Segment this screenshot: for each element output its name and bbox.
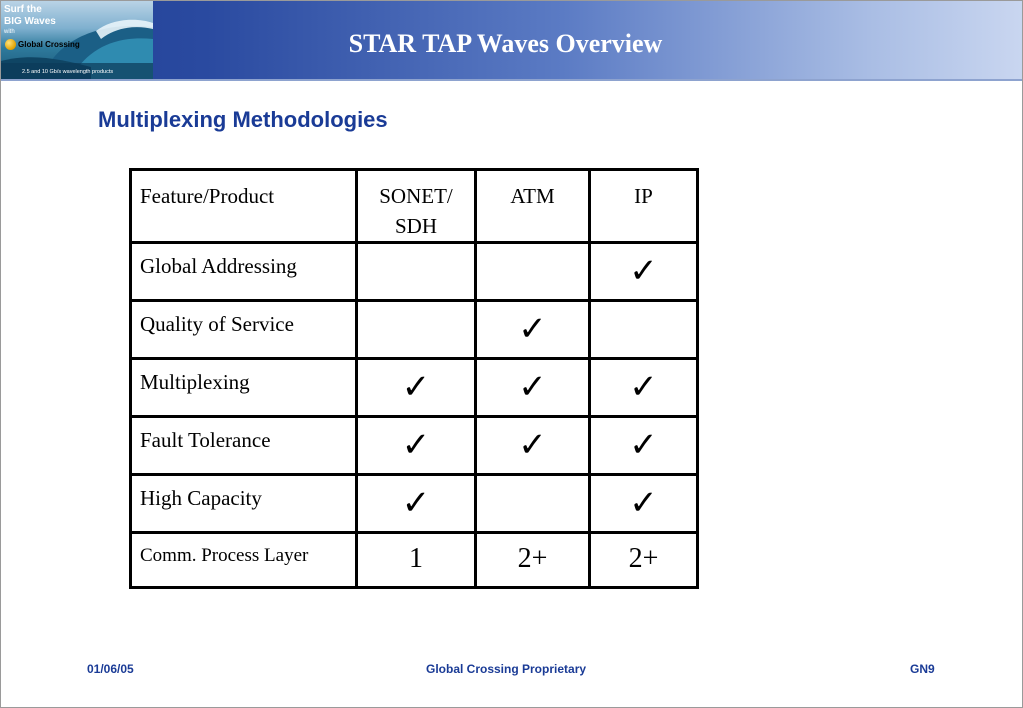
layer-value-cell: 1 xyxy=(357,533,476,588)
feature-label: Fault Tolerance xyxy=(131,417,357,475)
footer-proprietary: Global Crossing Proprietary xyxy=(426,662,587,676)
checkmark-cell: ✓ xyxy=(476,359,590,417)
slide-title: STAR TAP Waves Overview xyxy=(348,29,663,58)
table-row xyxy=(131,243,698,301)
header-cell-sonet: SONET/ SDH xyxy=(357,170,476,243)
checkmark-cell: ✓ xyxy=(357,359,476,417)
globe-icon xyxy=(5,39,16,50)
checkmark-cell: ✓ xyxy=(590,475,698,533)
checkmark-cell: ✓ xyxy=(590,359,698,417)
feature-label: High Capacity xyxy=(131,475,357,533)
table-header-row xyxy=(131,170,698,243)
header-cell-atm: ATM xyxy=(476,170,590,243)
logo-tagline: 2.5 and 10 Gb/s wavelength products xyxy=(22,69,114,75)
footer-date: 01/06/05 xyxy=(87,662,134,676)
logo-line-2: BIG Waves xyxy=(4,16,56,27)
checkmark-cell: ✓ xyxy=(590,417,698,475)
table-row xyxy=(131,301,698,359)
footer-page-number: GN9 xyxy=(910,662,935,676)
table-row xyxy=(131,475,698,533)
feature-label: Quality of Service xyxy=(131,301,357,359)
header-cell-feature: Feature/Product xyxy=(131,170,357,243)
checkmark-cell: ✓ xyxy=(476,301,590,359)
section-subtitle: Multiplexing Methodologies xyxy=(98,107,388,132)
header-bar xyxy=(1,1,1022,79)
layer-value-cell: 2+ xyxy=(590,533,698,588)
checkmark-cell xyxy=(476,243,590,301)
global-crossing-logo xyxy=(1,1,153,79)
checkmark-cell xyxy=(357,301,476,359)
checkmark-cell xyxy=(357,243,476,301)
checkmark-cell xyxy=(476,475,590,533)
feature-label: Comm. Process Layer xyxy=(131,533,357,588)
table-row xyxy=(131,417,698,475)
checkmark-cell: ✓ xyxy=(357,417,476,475)
layer-value-cell: 2+ xyxy=(476,533,590,588)
checkmark-cell: ✓ xyxy=(357,475,476,533)
table-row xyxy=(131,533,698,588)
logo-brand: Global Crossing xyxy=(18,40,80,49)
table-row xyxy=(131,359,698,417)
feature-label: Multiplexing xyxy=(131,359,357,417)
checkmark-cell: ✓ xyxy=(476,417,590,475)
feature-comparison-table xyxy=(129,168,699,589)
logo-line-3: with xyxy=(4,29,15,35)
logo-line-1: Surf the xyxy=(4,4,42,15)
header-cell-ip: IP xyxy=(590,170,698,243)
feature-label: Global Addressing xyxy=(131,243,357,301)
checkmark-cell: ✓ xyxy=(590,243,698,301)
header-divider xyxy=(1,79,1022,81)
checkmark-cell xyxy=(590,301,698,359)
